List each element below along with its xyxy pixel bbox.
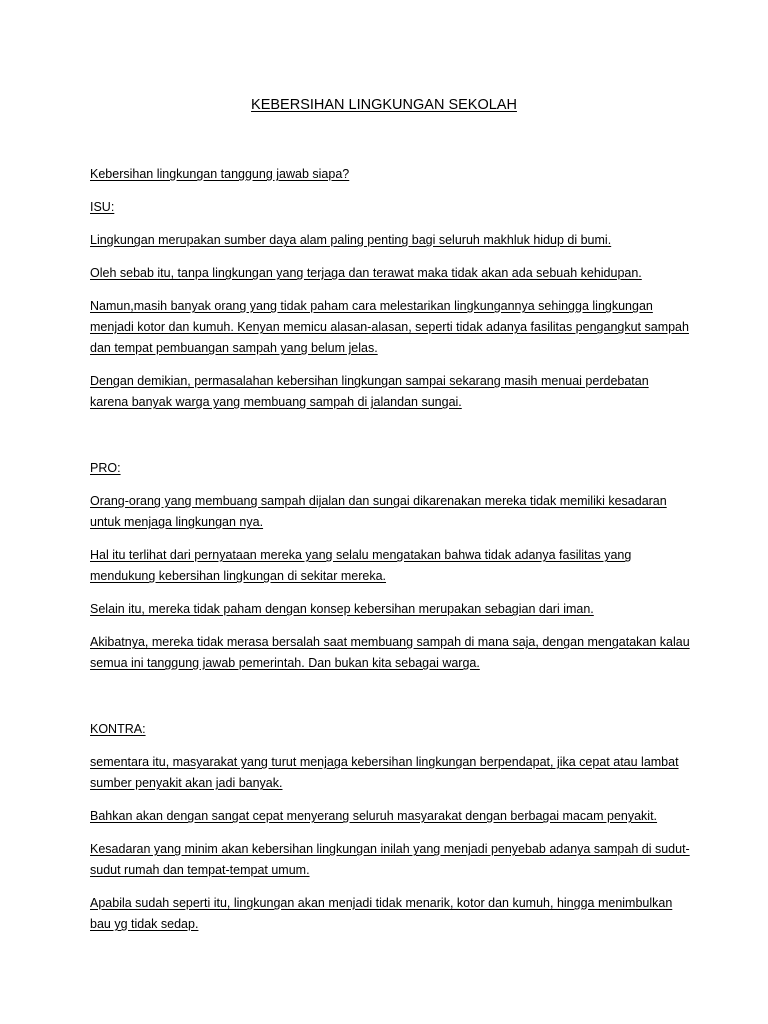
kontra-paragraph: sementara itu, masyarakat yang turut menjaga kebersihan lingkungan berpendapat, jika cepat atau lambat sumber penyakit akan jadi banyak. xyxy=(90,755,679,790)
section-label-kontra: KONTRA: xyxy=(90,722,146,736)
document-title xyxy=(0,96,768,114)
document-title-text: KEBERSIHAN LINGKUNGAN SEKOLAH xyxy=(251,97,517,113)
kontra-paragraph: Bahkan akan dengan sangat cepat menyerang seluruh masyarakat dengan berbagai macam penyakit. xyxy=(90,809,658,823)
section-label-isu: ISU: xyxy=(90,200,115,214)
section-label-pro: PRO: xyxy=(90,461,121,475)
isu-paragraph: Dengan demikian, permasalahan kebersihan lingkungan sampai sekarang masih menuai perdebatan karena banyak warga yang membuang sampah di jalandan sungai. xyxy=(90,374,649,409)
kontra-paragraph: Apabila sudah seperti itu, lingkungan akan menjadi tidak menarik, kotor dan kumuh, hingga menimbulkan bau yg tidak sedap. xyxy=(90,896,673,931)
pro-paragraph: Hal itu terlihat dari pernyataan mereka yang selalu mengatakan bahwa tidak adanya fasilitas yang mendukung kebersihan lingkungan di sekitar mereka. xyxy=(90,548,632,583)
isu-paragraph: Namun,masih banyak orang yang tidak paham cara melestarikan lingkungannya sehingga lingkungan menjadi kotor dan kumuh. Kenyan memicu alasan-alasan, seperti tidak adanya fasilitas pengangkut sampah dan tempat pembuangan sampah yang belum jelas. xyxy=(90,299,689,355)
pro-paragraph: Akibatnya, mereka tidak merasa bersalah saat membuang sampah di mana saja, dengan mengatakan kalau semua ini tanggung jawab pemerintah. Dan bukan kita sebagai warga. xyxy=(90,635,690,670)
kontra-paragraph: Kesadaran yang minim akan kebersihan lingkungan inilah yang menjadi penyebab adanya sampah di sudut-sudut rumah dan tempat-tempat umum. xyxy=(90,842,690,877)
isu-paragraph: Lingkungan merupakan sumber daya alam paling penting bagi seluruh makhluk hidup di bumi. xyxy=(90,233,612,247)
question-line: Kebersihan lingkungan tanggung jawab siapa? xyxy=(90,167,350,181)
pro-paragraph: Orang-orang yang membuang sampah dijalan dan sungai dikarenakan mereka tidak memiliki kesadaran untuk menjaga lingkungan nya. xyxy=(90,494,667,529)
document-body xyxy=(90,164,690,935)
pro-paragraph: Selain itu, mereka tidak paham dengan konsep kebersihan merupakan sebagian dari iman. xyxy=(90,602,594,616)
isu-paragraph: Oleh sebab itu, tanpa lingkungan yang terjaga dan terawat maka tidak akan ada sebuah kehidupan. xyxy=(90,266,642,280)
